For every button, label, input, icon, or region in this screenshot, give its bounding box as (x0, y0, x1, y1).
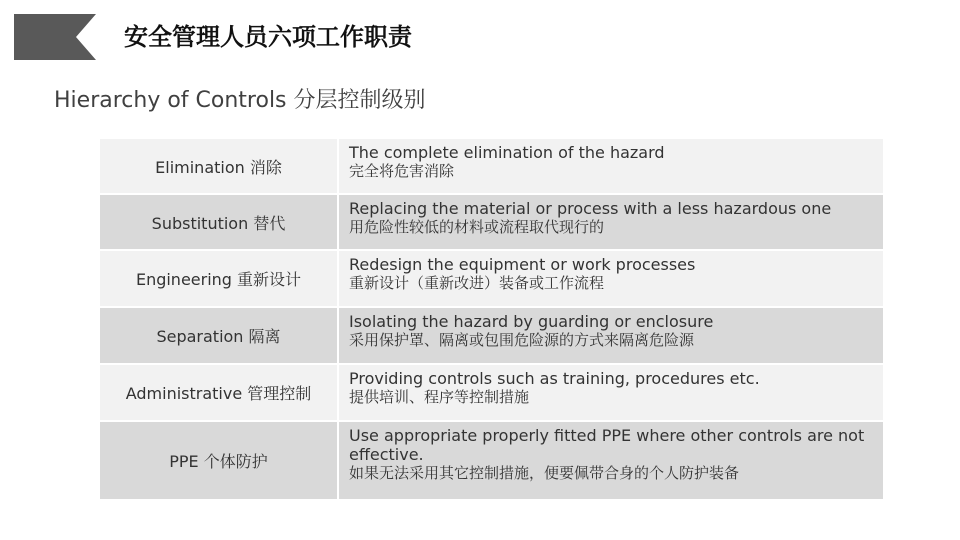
control-name: PPE 个体防护 (100, 422, 339, 499)
table-row (100, 251, 883, 308)
control-description (339, 195, 883, 249)
description-chinese: 完全将危害消除 (349, 162, 455, 180)
control-name: Administrative 管理控制 (100, 365, 339, 420)
control-description (339, 365, 883, 420)
title-accent-bar (14, 14, 96, 60)
control-description (339, 422, 883, 499)
description-english: Replacing the material or process with a less hazardous one (349, 199, 832, 218)
table-row (100, 308, 883, 365)
control-name: Substitution 替代 (100, 195, 339, 249)
table-row (100, 422, 883, 501)
description-chinese: 用危险性较低的材料或流程取代现行的 (349, 218, 605, 236)
description-english: The complete elimination of the hazard (349, 143, 665, 162)
controls-table (100, 139, 883, 501)
description-chinese: 采用保护罩、隔离或包围危险源的方式来隔离危险源 (349, 331, 695, 349)
description-english: Use appropriate properly fitted PPE where other controls are not effective. (349, 426, 865, 464)
table-row (100, 139, 883, 195)
control-name: Elimination 消除 (100, 139, 339, 193)
description-chinese: 提供培训、程序等控制措施 (349, 388, 530, 406)
description-chinese: 重新设计（重新改进）装备或工作流程 (349, 274, 605, 292)
slide-subtitle: Hierarchy of Controls 分层控制级别 (54, 88, 426, 113)
description-english: Redesign the equipment or work processes (349, 255, 696, 274)
control-description (339, 308, 883, 363)
control-description (339, 139, 883, 193)
table-row (100, 195, 883, 251)
slide-title: 安全管理人员六项工作职责 (124, 23, 412, 51)
description-english: Providing controls such as training, procedures etc. (349, 369, 760, 388)
control-name: Engineering 重新设计 (100, 251, 339, 306)
control-name: Separation 隔离 (100, 308, 339, 363)
table-row (100, 365, 883, 422)
description-english: Isolating the hazard by guarding or enclosure (349, 312, 714, 331)
control-description (339, 251, 883, 306)
description-chinese: 如果无法采用其它控制措施，便要佩带合身的个人防护装备 (349, 464, 740, 482)
